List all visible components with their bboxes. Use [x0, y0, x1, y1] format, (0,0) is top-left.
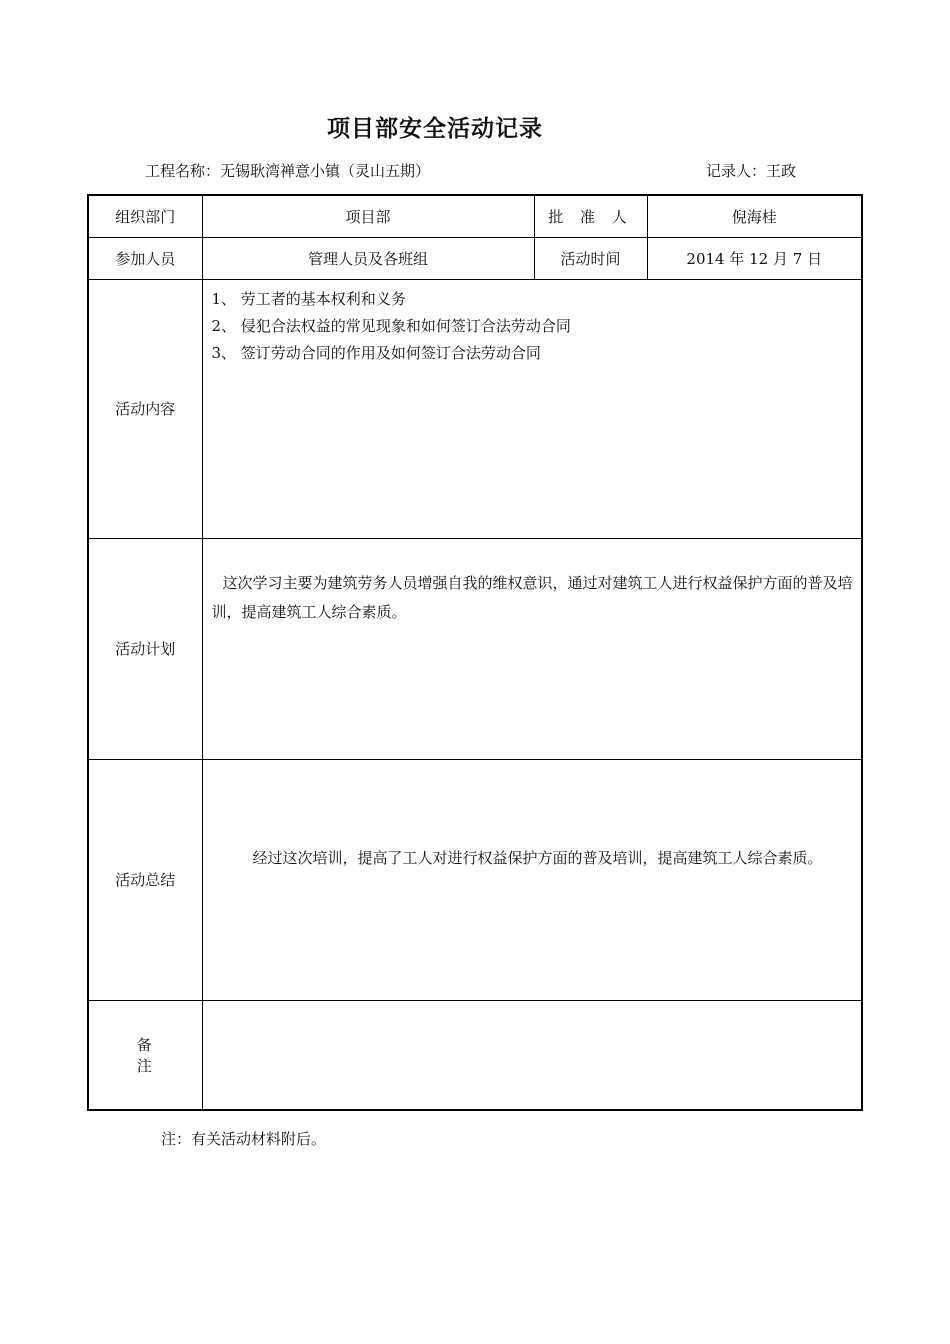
org-dept-value: 项目部 [202, 195, 534, 237]
remark-label: 备 注 [88, 1000, 202, 1110]
footnote: 注：有关活动材料附后。 [161, 1130, 327, 1148]
summary-text: 经过这次培训，提高了工人对进行权益保护方面的普及培训，提高建筑工人综合素质。 [252, 848, 823, 867]
approver-value: 倪海桂 [647, 195, 862, 237]
activity-record-table [87, 194, 863, 1111]
list-item: 3、 签订劳动合同的作用及如何签订合法劳动合同 [211, 343, 541, 362]
project-name: 工程名称：无锡耿湾禅意小镇（灵山五期） [145, 162, 431, 180]
approver-label: 批 准 人 [534, 195, 647, 237]
participants-value: 管理人员及各班组 [202, 237, 534, 279]
summary-label: 活动总结 [88, 759, 202, 1000]
activity-time-label: 活动时间 [534, 237, 647, 279]
list-item: 1、 劳工者的基本权利和义务 [211, 289, 406, 308]
plan-cell [202, 538, 862, 759]
org-dept-label: 组织部门 [88, 195, 202, 237]
content-label: 活动内容 [88, 279, 202, 538]
plan-text: 这次学习主要为建筑劳务人员增强自我的维权意识，通过对建筑工人进行权益保护方面的普及培训，提高建筑工人综合素质。 [211, 573, 853, 621]
recorder: 记录人：王政 [706, 162, 797, 180]
remark-value [202, 1000, 862, 1110]
table-row [88, 237, 862, 279]
content-cell [202, 279, 862, 538]
table-row [88, 195, 862, 237]
page-title: 项目部安全活动记录 [327, 115, 543, 142]
summary-cell [202, 759, 862, 1000]
table-row [88, 759, 862, 1000]
content-list [212, 286, 854, 367]
participants-label: 参加人员 [88, 237, 202, 279]
table-row [88, 279, 862, 538]
table-row [88, 1000, 862, 1110]
activity-time-value: 2014 年 12 月 7 日 [647, 237, 862, 279]
list-item: 2、 侵犯合法权益的常见现象和如何签订合法劳动合同 [211, 316, 571, 335]
table-row [88, 538, 862, 759]
plan-label: 活动计划 [88, 538, 202, 759]
